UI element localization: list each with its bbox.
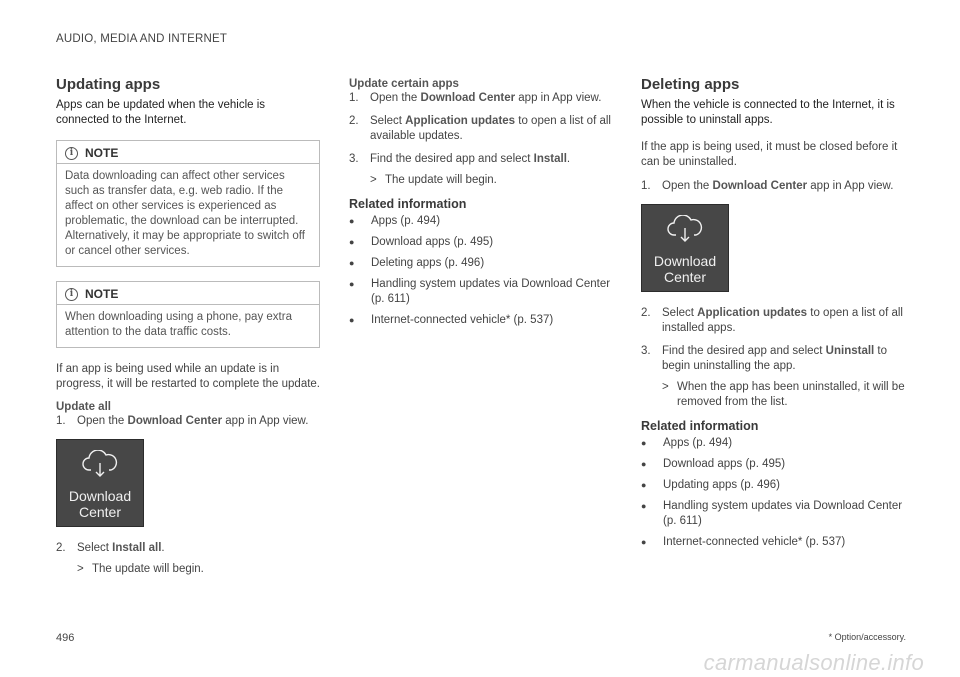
info-icon: i	[65, 288, 78, 301]
step-keyword: Download Center	[420, 92, 516, 104]
note-header	[57, 141, 319, 164]
step-keyword: Install	[533, 153, 567, 165]
bullet-dot: ●	[641, 537, 647, 547]
step-text-pre: Open the	[370, 92, 421, 104]
bullet-dot: ●	[349, 279, 355, 289]
related-link-text[interactable]: Handling system updates via Download Center (p. 611)	[663, 500, 903, 527]
close-text: If the app is being used, it must be closed before it can be uninstalled.	[641, 141, 898, 168]
step-text-post: to begin uninstalling the app.	[662, 345, 888, 372]
step-text	[77, 541, 165, 556]
step-text-post: app in App view.	[807, 180, 894, 192]
intro-text: When the vehicle is connected to the Internet, it is possible to uninstall apps.	[641, 99, 895, 126]
step-text-pre: Find the desired app and select	[370, 153, 534, 165]
bullet-dot: ●	[641, 438, 647, 448]
step-text-post: app in App view.	[515, 92, 602, 104]
step-keyword: Application updates	[697, 307, 808, 319]
step-text-pre: Find the desired app and select	[662, 345, 826, 357]
page-number: 496	[56, 632, 75, 644]
step-keyword: Application updates	[405, 115, 516, 127]
note-label: NOTE	[85, 287, 119, 301]
note-header	[57, 282, 319, 305]
step	[641, 306, 905, 336]
section-header: AUDIO, MEDIA AND INTERNET	[56, 33, 228, 45]
step-text-pre: Open the	[662, 180, 713, 192]
note-box	[56, 281, 320, 348]
step-result	[370, 173, 613, 188]
result-text: The update will begin.	[92, 563, 204, 575]
result-text: When the app has been uninstalled, it will be removed from the list.	[677, 381, 905, 408]
restart-text: If an app is being used while an update is in progress, it will be restarted to complete the update.	[56, 363, 321, 390]
step-text-post: app in App view.	[222, 415, 309, 427]
step-number: 1.	[641, 180, 651, 192]
related-link[interactable]	[641, 478, 905, 493]
tile-label	[654, 253, 716, 285]
step-result	[77, 562, 320, 577]
step	[349, 114, 613, 144]
related-link-text[interactable]: Updating apps (p. 496)	[663, 479, 780, 491]
cloud-download-icon	[81, 450, 119, 480]
bullet-dot: ●	[641, 480, 647, 490]
tile-label-line2: Center	[78, 504, 121, 520]
step-text-pre: Open the	[77, 415, 128, 427]
section-title: Deleting apps	[641, 76, 740, 93]
related-list	[641, 436, 905, 550]
result-marker: >	[370, 174, 377, 186]
step-result	[662, 380, 905, 410]
related-link-text[interactable]: Deleting apps (p. 496)	[371, 257, 485, 269]
related-link-text[interactable]: Handling system updates via Download Center (p. 611)	[371, 278, 611, 305]
step-keyword: Download Center	[712, 180, 808, 192]
cloud-download-icon	[666, 215, 704, 245]
info-icon: i	[65, 147, 78, 160]
step-number: 3.	[349, 153, 359, 165]
bullet-dot: ●	[349, 237, 355, 247]
result-marker: >	[77, 563, 84, 575]
step-text-post: .	[161, 542, 165, 554]
intro-text: Apps can be updated when the vehicle is connected to the Internet.	[56, 99, 266, 126]
step-text-post: to open a list of all available updates.	[370, 115, 611, 142]
step-number: 2.	[641, 307, 651, 319]
step-number: 2.	[56, 542, 66, 554]
step-number: 3.	[641, 345, 651, 357]
related-link-text[interactable]: Download apps (p. 495)	[371, 236, 494, 248]
note-text: Data downloading can affect other services such as transfer data, e.g. web radio. If the affect on other services is experienced as problematic, the download can be interrupted. Alternatively, it may be appropriate to switch off or cancel other services.	[65, 170, 305, 257]
step-text	[662, 344, 905, 374]
step-text	[370, 152, 570, 167]
tile-label-line1: Download	[68, 488, 132, 504]
step-number: 1.	[349, 92, 359, 104]
note-box	[56, 140, 320, 267]
step-keyword: Download Center	[127, 415, 223, 427]
related-link[interactable]	[349, 277, 613, 307]
step	[349, 152, 613, 167]
column-update-certain-apps	[349, 78, 613, 334]
note-label: NOTE	[85, 146, 119, 160]
step-text	[662, 179, 893, 194]
related-link[interactable]	[641, 535, 905, 550]
related-link[interactable]	[641, 457, 905, 472]
step	[349, 91, 613, 106]
step-text	[77, 414, 308, 429]
subheading-update-certain: Update certain apps	[349, 78, 459, 90]
related-information-title: Related information	[641, 419, 759, 433]
related-link[interactable]	[641, 499, 905, 529]
result-text: The update will begin.	[385, 174, 497, 186]
step	[641, 344, 905, 374]
step-keyword: Uninstall	[825, 345, 875, 357]
download-center-tile	[56, 439, 144, 527]
bullet-dot: ●	[641, 459, 647, 469]
bullet-dot: ●	[641, 501, 647, 511]
column-updating-apps	[56, 76, 320, 586]
step-text-pre: Select	[662, 307, 698, 319]
subheading-update-all: Update all	[56, 401, 111, 413]
tile-label	[69, 488, 131, 520]
step-keyword: Install all	[112, 542, 162, 554]
related-information-title: Related information	[349, 197, 467, 211]
step-text-post: to open a list of all installed apps.	[662, 307, 903, 334]
watermark: carmanualsonline.info	[703, 650, 924, 675]
note-text: When downloading using a phone, pay extra attention to the data traffic costs.	[65, 311, 292, 338]
related-link[interactable]	[349, 256, 613, 271]
related-link-text[interactable]: Internet-connected vehicle* (p. 537)	[663, 536, 846, 548]
step-number: 2.	[349, 115, 359, 127]
related-list	[349, 214, 613, 328]
step-number: 1.	[56, 415, 66, 427]
step-text	[370, 114, 613, 144]
step-text-pre: Select	[77, 542, 113, 554]
step-text-pre: Select	[370, 115, 406, 127]
step	[641, 179, 905, 194]
step-text-post: .	[566, 153, 571, 165]
related-link[interactable]	[349, 235, 613, 250]
bullet-dot: ●	[349, 258, 355, 268]
step-text	[662, 306, 905, 336]
download-center-tile	[641, 204, 729, 292]
bullet-dot: ●	[349, 216, 355, 226]
related-link[interactable]	[349, 214, 613, 229]
related-link[interactable]	[641, 436, 905, 451]
result-marker: >	[662, 381, 669, 393]
step	[56, 414, 320, 429]
related-link-text[interactable]: Apps (p. 494)	[371, 215, 441, 227]
bullet-dot: ●	[349, 315, 355, 325]
step-text	[370, 91, 601, 106]
related-link-text[interactable]: Download apps (p. 495)	[663, 458, 786, 470]
related-link[interactable]	[349, 313, 613, 328]
tile-label-line2: Center	[663, 269, 706, 285]
related-link-text[interactable]: Internet-connected vehicle* (p. 537)	[371, 314, 554, 326]
related-link-text[interactable]: Apps (p. 494)	[663, 437, 733, 449]
column-deleting-apps	[641, 76, 905, 556]
step	[56, 541, 320, 556]
section-title: Updating apps	[56, 76, 161, 93]
tile-label-line1: Download	[653, 253, 717, 269]
footnote: * Option/accessory.	[828, 632, 906, 642]
